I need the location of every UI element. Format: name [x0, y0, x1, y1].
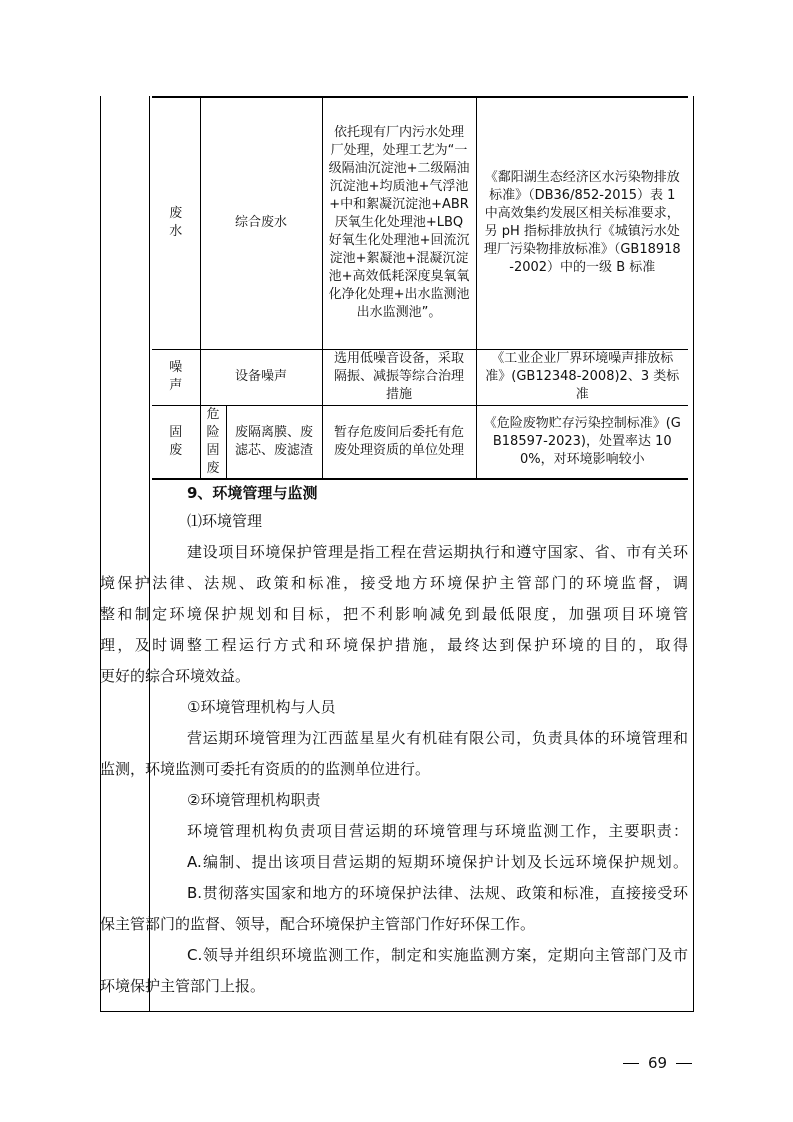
duty-line: A.编制、提出该项目营运期的短期环境保护计划及长远环境保护规划。	[187, 853, 688, 871]
page-number-text: 69	[648, 1054, 668, 1072]
table-row	[152, 349, 688, 405]
category-cell: 噪声	[152, 349, 200, 405]
item-heading: ①环境管理机构与人员	[187, 698, 336, 716]
duty-line: C.领导并组织环境监测工作，制定和实施监测方案，定期向主管部门及市	[187, 946, 688, 964]
measure-cell: 暂存危废间后委托有危废处理资质的单位处理	[322, 405, 476, 479]
paragraph-line: 更好的综合环境效益。	[100, 667, 251, 685]
standard-cell: 《工业企业厂界环境噪声排放标准》(GB12348-2008)2、3 类标准	[476, 349, 688, 405]
body-text	[100, 480, 688, 1002]
table-row	[152, 405, 688, 479]
item-cell: 设备噪声	[200, 349, 322, 405]
pollution-control-table	[152, 96, 688, 480]
measure-cell: 依托现有厂内污水处理厂处理，处理工艺为“一级隔油沉淀池+二级隔油沉淀池+均质池+气浮池+中和絮凝沉淀池+ABR 厌氧生化处理池+LBQ 好氧生化处理池+回流沉淀池+絮凝池+混凝沉淀池+高效低耗深度臭氧氧化净化处理+出水监测池出水监测池”。	[322, 97, 476, 349]
sub-category-cell: 危险固废	[200, 405, 226, 479]
inner-column-rule	[149, 96, 150, 1012]
section-title: 9、环境管理与监测	[187, 484, 318, 502]
duty-line: B.贯彻落实国家和地方的环境保护法律、法规、政策和标准，直接接受环	[187, 884, 688, 902]
duty-line: 环境保护主管部门上报。	[100, 977, 266, 995]
standard-cell: 《鄱阳湖生态经济区水污染物排放标准》（DB36/852-2015）表 1 中高效集约发展区相关标准要求，另 pH 指标排放执行《城镇污水处理厂污染物排放标准》（GB18918-2002）中的一级 B 标准	[476, 97, 688, 349]
item-heading: ②环境管理机构职责	[187, 791, 321, 809]
item-cell: 综合废水	[200, 97, 322, 349]
paragraph-line: 营运期环境管理为江西蓝星星火有机硅有限公司，负责具体的环境管理和	[187, 729, 688, 747]
paragraph-line: 理，及时调整工程运行方式和环境保护措施，最终达到保护环境的目的，取得	[100, 636, 688, 654]
measure-cell: 选用低噪音设备，采取隔振、减振等综合治理措施	[322, 349, 476, 405]
category-cell: 固废	[152, 405, 200, 479]
duty-line: 保主管部门的监督、领导，配合环境保护主管部门作好环保工作。	[100, 915, 536, 933]
page-number	[614, 1054, 701, 1072]
category-cell: 废水	[152, 97, 200, 349]
paragraph-line: 环境管理机构负责项目营运期的环境管理与环境监测工作，主要职责：	[187, 822, 688, 840]
paragraph-line: 建设项目环境保护管理是指工程在营运期执行和遵守国家、省、市有关环	[187, 543, 688, 561]
table-row	[152, 97, 688, 349]
dash-left	[623, 1063, 639, 1064]
paragraph-line: 整和制定环境保护规划和目标，把不利影响减免到最低限度，加强项目环境管	[100, 605, 688, 623]
dash-right	[676, 1063, 692, 1064]
sub-heading: ⑴环境管理	[187, 512, 263, 530]
paragraph-line: 监测，环境监测可委托有资质的的监测单位进行。	[100, 760, 431, 778]
item-cell: 废隔离膜、废滤芯、废滤渣	[226, 405, 322, 479]
standard-cell: 《危险废物贮存污染控制标准》(GB18597-2023)，处置率达 100%，对环境影响较小	[476, 405, 688, 479]
paragraph-line: 境保护法律、法规、政策和标准，接受地方环境保护主管部门的环境监督，调	[100, 574, 688, 592]
